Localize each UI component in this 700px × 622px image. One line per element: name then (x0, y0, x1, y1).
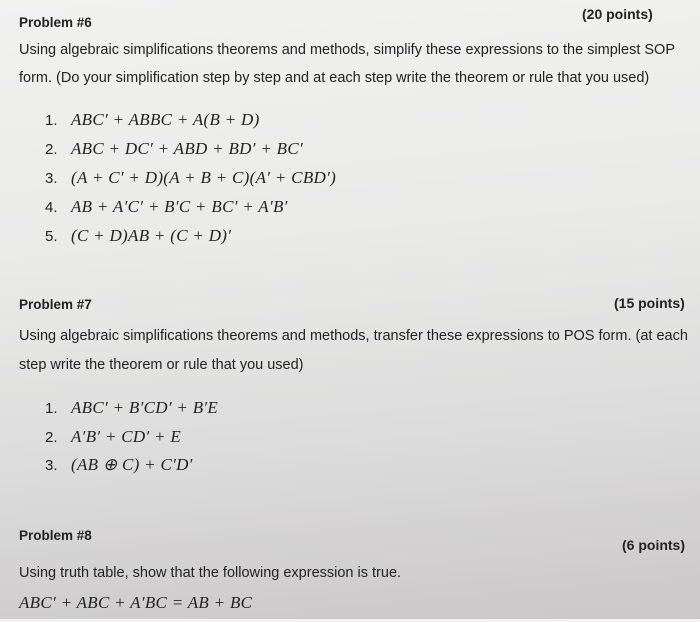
boolean-expression: (AB ⊕ C) + C′D′ (71, 455, 193, 474)
problem-points: (6 points) (622, 537, 685, 553)
item-number: 2. (45, 141, 58, 158)
item-number: 5. (45, 228, 58, 245)
expression-item (45, 168, 336, 188)
problem-instructions-line2: step write the theorem or rule that you used) (19, 357, 304, 373)
expression-item (45, 226, 231, 246)
expression-item (45, 110, 260, 130)
expression-item (45, 139, 303, 159)
item-number: 4. (45, 199, 58, 216)
boolean-expression: ABC + DC′ + ABD + BD′ + BC′ (71, 139, 303, 158)
problem-points: (20 points) (582, 6, 653, 22)
boolean-expression: ABC′ + B′CD′ + B′E (71, 398, 219, 417)
expression-item (45, 455, 193, 475)
boolean-identity: ABC′ + ABC + A′BC = AB + BC (19, 593, 253, 612)
problem-title: Problem #8 (19, 528, 92, 543)
boolean-expression: (C + D)AB + (C + D)′ (71, 226, 232, 245)
problem-instructions-line2: form. (Do your simplification step by step and at each step write the theorem or rule that you used) (19, 70, 650, 86)
expression-item (45, 398, 218, 418)
problem-title: Problem #7 (19, 297, 92, 312)
problem-instructions-line1: Using algebraic simplifications theorems and methods, transfer these expressions to POS form. (at each (19, 328, 688, 344)
expression-item (45, 197, 288, 217)
item-number: 2. (45, 429, 58, 446)
expression-item (45, 427, 181, 447)
boolean-expression: A′B′ + CD′ + E (71, 427, 182, 446)
boolean-expression: AB + A′C′ + B′C + BC′ + A′B′ (71, 197, 288, 216)
boolean-expression: ABC′ + ABBC + A(B + D) (71, 110, 260, 129)
problem-points: (15 points) (614, 295, 685, 311)
item-number: 3. (45, 457, 58, 474)
item-number: 3. (45, 170, 58, 187)
item-number: 1. (45, 112, 58, 129)
problem-instructions-line1: Using algebraic simplifications theorems and methods, simplify these expressions to the simplest SOP (19, 42, 676, 58)
problem-title: Problem #6 (19, 15, 92, 30)
problem-instructions-line1: Using truth table, show that the following expression is true. (19, 565, 402, 581)
item-number: 1. (45, 400, 58, 417)
boolean-expression: (A + C′ + D)(A + B + C)(A′ + CBD′) (71, 168, 337, 187)
